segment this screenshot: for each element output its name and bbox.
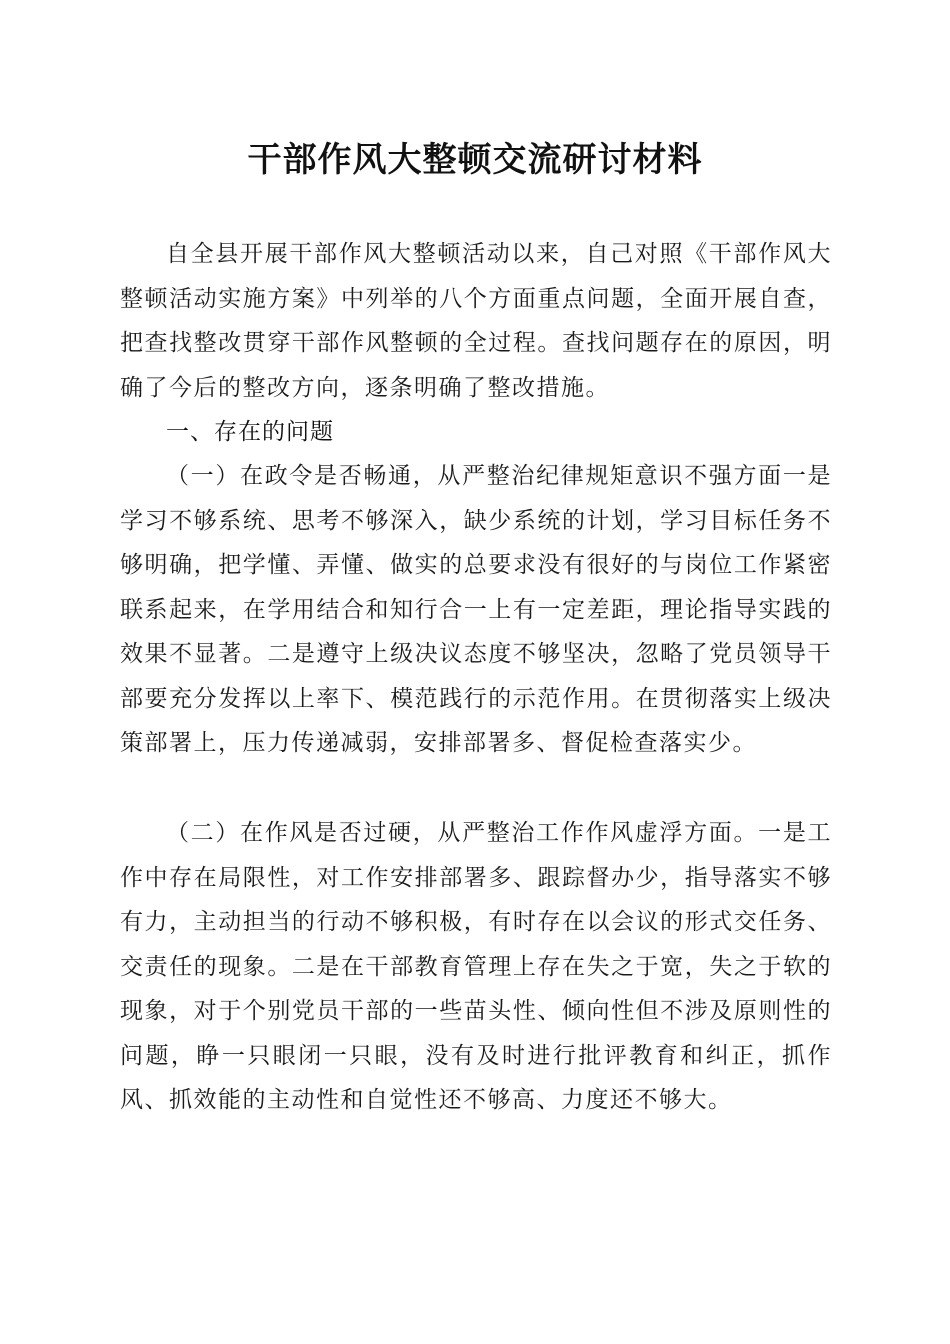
intro-paragraph: 自全县开展干部作风大整顿活动以来，自己对照《干部作风大整顿活动实施方案》中列举的八个方面重点问题，全面开展自查，把查找整改贯穿干部作风整顿的全过程。查找问题存在的原因，明确了今后的整改方向，逐条明确了整改措施。 bbox=[120, 241, 832, 401]
document-title: 干部作风大整顿交流研讨材料 bbox=[247, 140, 703, 180]
section-heading-problems: 一、存在的问题 bbox=[166, 419, 334, 445]
problem-item-1-paragraph: （一）在政令是否畅通，从严整治纪律规矩意识不强方面一是学习不够系统、思考不够深入，缺少系统的计划，学习目标任务不够明确，把学懂、弄懂、做实的总要求没有很好的与岗位工作紧密联系起来，在学用结合和知行合一上有一定差距，理论指导实践的效果不显著。二是遵守上级决议态度不够坚决，忽略了党员领导干部要充分发挥以上率下、模范践行的示范作用。在贯彻落实上级决策部署上，压力传递减弱，安排部署多、督促检查落实少。 bbox=[120, 463, 832, 756]
problem-item-2-paragraph: （二）在作风是否过硬，从严整治工作作风虚浮方面。一是工作中存在局限性，对工作安排部署多、跟踪督办少，指导落实不够有力，主动担当的行动不够积极，有时存在以会议的形式交任务、交责任的现象。二是在干部教育管理上存在失之于宽，失之于软的现象，对于个别党员干部的一些苗头性、倾向性但不涉及原则性的问题，睁一只眼闭一只眼，没有及时进行批评教育和纠正，抓作风、抓效能的主动性和自觉性还不够高、力度还不够大。 bbox=[120, 820, 832, 1113]
